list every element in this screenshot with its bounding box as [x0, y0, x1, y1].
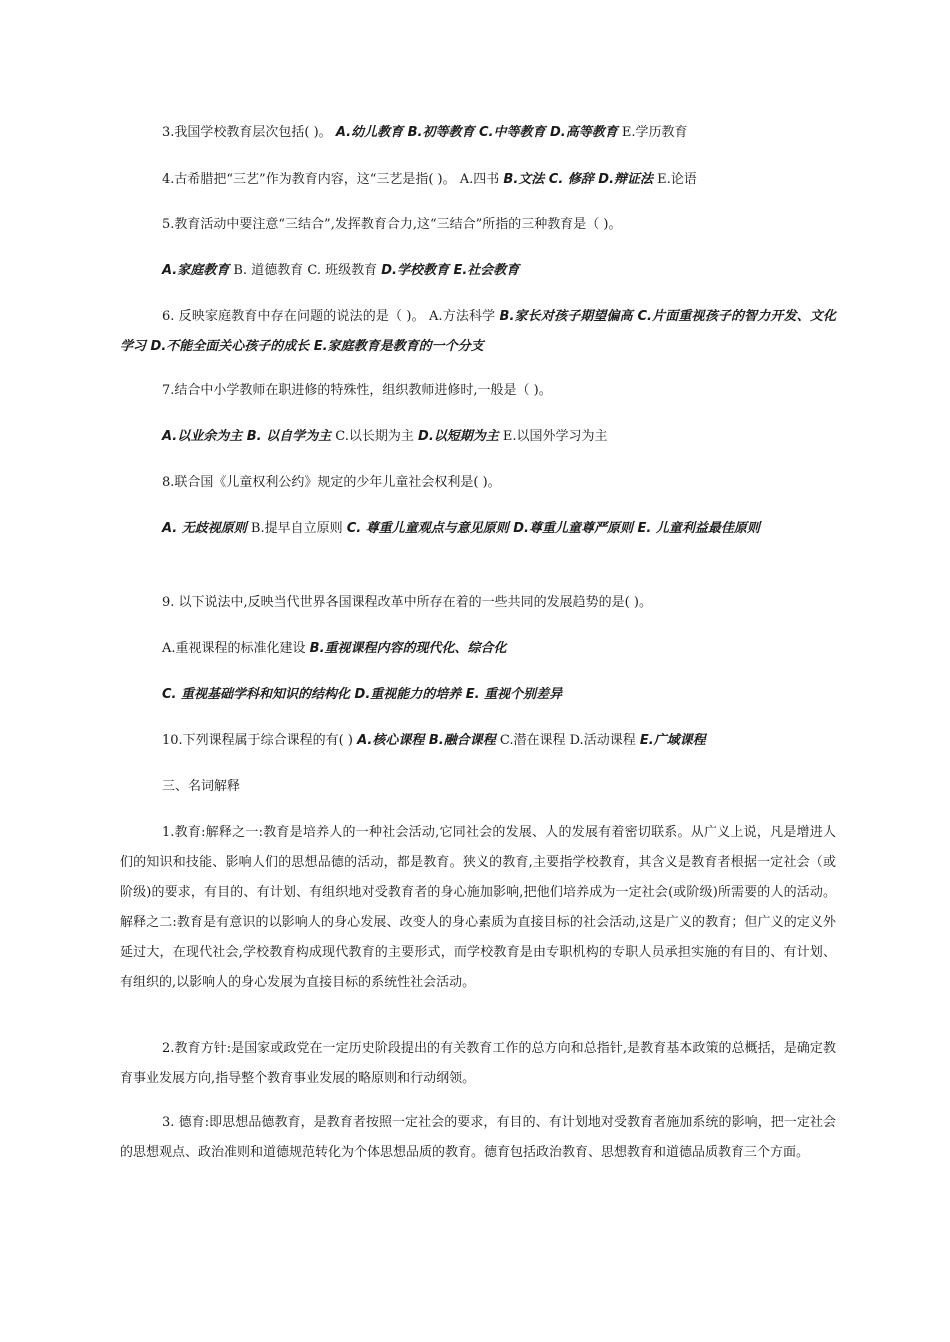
question-text: B. 道德教育 C. 班级教育	[229, 263, 382, 278]
term-education-policy	[120, 1034, 836, 1094]
question-8-options	[120, 514, 836, 544]
answer-text: B.重视课程内容的现代化、综合化	[309, 641, 507, 656]
question-text: C.潜在课程 D.活动课程	[495, 733, 640, 748]
question-text: 三、名词解释	[162, 779, 241, 794]
question-text: 1.教育:解释之一:教育是培养人的一种社会活动,它同社会的发展、人的发展有着密切联系。从广义上说，凡是增进人们的知识和技能、影响人们的思想品德的活动，都是教育。狭义的教育,主要指学校教育，其含义是教育者根据一定社会（或阶级)的要求，有目的、有计划、有组织地对受教育者的身心施加影响,把他们培养成为一定社会(或阶级)所需要的人的活动。解释之二:教育是有意识的以影响人的身心发展、改变人的身心素质为直接目标的社会活动,这是广义的教育；但广义的定义外延过大，在现代社会,学校教育构成现代教育的主要形式，而学校教育是由专职机构的专职人员承担实施的有目的、有计划、有组织的,以影响人的身心发展为直接目标的系统性社会活动。	[120, 825, 836, 990]
question-text: 9. 以下说法中,反映当代世界各国课程改革中所存在着的一些共同的发展趋势的是( )。	[162, 595, 652, 610]
question-text: A.重视课程的标准化建设	[162, 641, 310, 656]
answer-text: C. 重视基础学科和知识的结构化 D.重视能力的培养 E. 重视个别差异	[162, 687, 563, 702]
question-7-options	[120, 422, 836, 452]
question-8	[120, 468, 836, 498]
question-text: B.提早自立原则	[246, 521, 347, 536]
question-text: 2.教育方针:是国家或政党在一定历史阶段提出的有关教育工作的总方向和总指针,是教育基本政策的总概括，是确定教育事业发展方向,指导整个教育事业发展的略原则和行动纲领。	[120, 1041, 836, 1086]
answer-text: E.广域课程	[639, 733, 706, 748]
question-3	[120, 118, 836, 148]
question-text: 8.联合国《儿童权利公约》规定的少年儿童社会权利是( )。	[162, 475, 501, 490]
term-moral-education	[120, 1108, 836, 1168]
answer-text: D.以短期为主	[418, 429, 499, 444]
question-text: E.以国外学习为主	[498, 429, 608, 444]
question-text: 4.古希腊把“三艺”作为教育内容，这“三艺是指( )。 A.四书	[162, 172, 504, 187]
answer-text: A.以业余为主 B. 以自学为主	[162, 429, 332, 444]
answer-text: A.家庭教育	[162, 263, 230, 278]
question-9	[120, 588, 836, 618]
question-9-options-a	[120, 634, 836, 664]
question-6	[120, 302, 836, 362]
answer-text: A.核心课程 B.融合课程	[357, 733, 496, 748]
question-text: E.论语	[653, 172, 697, 187]
question-text: 7.结合中小学教师在职进修的特殊性，组织教师进修时,一般是（ )。	[162, 383, 552, 398]
question-10	[120, 726, 836, 756]
question-text: 5.教育活动中要注意“三结合”,发挥教育合力,这“三结合”所指的三种教育是（ )。	[162, 217, 622, 232]
question-text: 我国学校教育层次包括( )。	[174, 125, 336, 140]
question-text: 3. 德育:即思想品德教育，是教育者按照一定社会的要求，有目的、有计划地对受教育者施加系统的影响，把一定社会的思想观点、政治准则和道德规范转化为个体思想品质的教育。德育包括政治教育、思想教育和道德品质教育三个方面。	[120, 1115, 836, 1160]
answer-text: B.家长对孩子期望偏高 C.片面重视孩子的智力开发、文化学习 D.不能全面关心孩子的成长 E.家庭教育是教育的一个分支	[120, 309, 836, 354]
answer-text: A.幼儿教育 B.初等教育 C.中等教育 D.高等教育	[335, 125, 618, 140]
question-text: 10.下列课程属于综合课程的有( )	[162, 733, 358, 748]
question-5-options	[120, 256, 836, 286]
question-7	[120, 376, 836, 406]
answer-text: A. 无歧视原则	[162, 521, 247, 536]
question-text: C.以长期为主	[331, 429, 419, 444]
answer-text: C. 尊重儿童观点与意见原则 D.尊重儿童尊严原则 E. 儿童利益最佳原则	[346, 521, 760, 536]
question-4	[120, 165, 836, 195]
question-text: 6. 反映家庭教育中存在问题的说法的是（ )。 A.方法科学	[162, 309, 500, 324]
answer-text: B.文法 C. 修辞 D.辩证法	[503, 172, 654, 187]
section-heading-terms	[120, 772, 836, 802]
question-5	[120, 210, 836, 240]
question-9-options-c	[120, 680, 836, 710]
answer-text: D.学校教育 E.社会教育	[381, 263, 520, 278]
question-text: 3.	[162, 125, 175, 140]
term-education	[120, 818, 836, 998]
question-text: E.学历教育	[617, 125, 688, 140]
